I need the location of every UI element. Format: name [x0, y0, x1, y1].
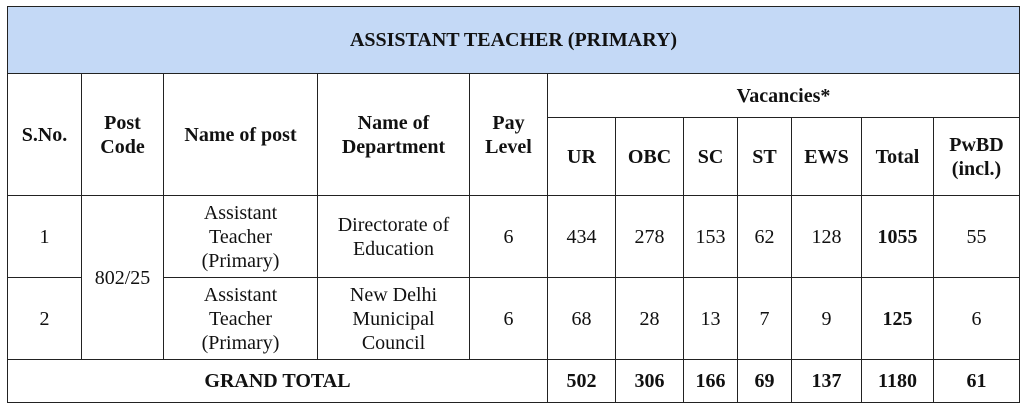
grand-total-ur: 502 [548, 360, 616, 403]
cell-department: Directorate of Education [318, 196, 470, 278]
header-sc: SC [684, 118, 738, 196]
header-pwbd: PwBD (incl.) [934, 118, 1020, 196]
cell-total: 125 [862, 278, 934, 360]
cell-ur: 434 [548, 196, 616, 278]
cell-st: 7 [738, 278, 792, 360]
grand-total-st: 69 [738, 360, 792, 403]
cell-total: 1055 [862, 196, 934, 278]
cell-sc: 153 [684, 196, 738, 278]
header-st: ST [738, 118, 792, 196]
header-ur: UR [548, 118, 616, 196]
header-sno: S.No. [8, 74, 82, 196]
grand-total-total: 1180 [862, 360, 934, 403]
header-ews: EWS [792, 118, 862, 196]
grand-total-obc: 306 [616, 360, 684, 403]
cell-pwbd: 6 [934, 278, 1020, 360]
table-row [8, 196, 1020, 278]
cell-pay-level: 6 [470, 278, 548, 360]
cell-ews: 9 [792, 278, 862, 360]
grand-total-label: GRAND TOTAL [8, 360, 548, 403]
cell-pay-level: 6 [470, 196, 548, 278]
header-obc: OBC [616, 118, 684, 196]
cell-department: New Delhi Municipal Council [318, 278, 470, 360]
cell-sno: 2 [8, 278, 82, 360]
cell-ews: 128 [792, 196, 862, 278]
grand-total-ews: 137 [792, 360, 862, 403]
vacancy-table-container [7, 6, 1019, 405]
cell-obc: 28 [616, 278, 684, 360]
cell-obc: 278 [616, 196, 684, 278]
cell-post-name: Assistant Teacher (Primary) [164, 278, 318, 360]
grand-total-sc: 166 [684, 360, 738, 403]
table-title: ASSISTANT TEACHER (PRIMARY) [8, 7, 1020, 74]
header-pay-level: Pay Level [470, 74, 548, 196]
header-total: Total [862, 118, 934, 196]
cell-sno: 1 [8, 196, 82, 278]
header-post-code: Post Code [82, 74, 164, 196]
vacancy-table [7, 6, 1020, 403]
header-name-of-post: Name of post [164, 74, 318, 196]
grand-total-pwbd: 61 [934, 360, 1020, 403]
header-department: Name of Department [318, 74, 470, 196]
cell-pwbd: 55 [934, 196, 1020, 278]
grand-total-row [8, 360, 1020, 403]
header-vacancies: Vacancies* [548, 74, 1020, 118]
cell-post-code: 802/25 [82, 196, 164, 360]
cell-ur: 68 [548, 278, 616, 360]
cell-post-name: Assistant Teacher (Primary) [164, 196, 318, 278]
cell-st: 62 [738, 196, 792, 278]
cell-sc: 13 [684, 278, 738, 360]
